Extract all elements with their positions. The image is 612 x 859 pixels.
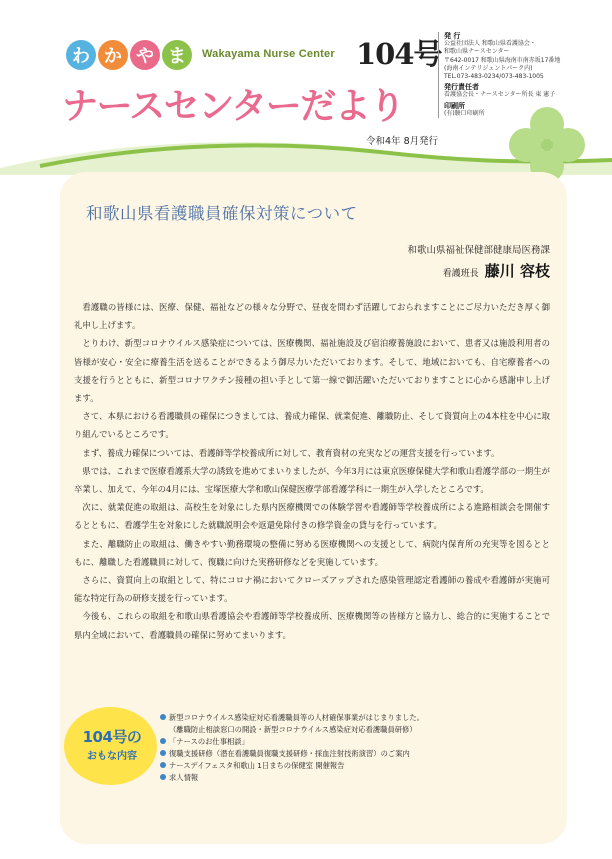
kana-circle-ka: か xyxy=(98,40,128,70)
paragraph: 今後も、これらの取組を和歌山県看護協会や看護師等学校養成所、医療機関等の皆様方と協力し、総合的に実施することで県内全域において、看護職員の確保に努めてまいります。 xyxy=(74,611,550,640)
paragraph: また、離職防止の取組は、働きやすい勤務環境の整備に努める医療機関への支援として、病院内保育所の充実等を図るとともに、離職した看護職員に対して、復職に向けた実務研修などを実施しています。 xyxy=(74,538,550,567)
publisher-line: 和歌山県ナースセンター xyxy=(444,48,510,56)
paragraph: まず、養成力確保については、看護師等学校養成所に対して、教育資材の充実などの運営支援を行っています。 xyxy=(82,447,500,458)
issue-date: 令和4年 8月発行 xyxy=(366,136,439,147)
bullet-icon xyxy=(160,750,166,756)
paragraph: さて、本県における看護職員の確保につきましては、養成力確保、就業促進、離職防止、そして資質向上の4本柱を中心に取り組んでいるところです。 xyxy=(74,411,550,440)
article-body xyxy=(74,298,550,644)
paragraph: さらに、資質向上の取組として、特にコロナ禍においてクローズアップされた感染管理認定看護師の養成や看護師が実施可能な特定行為の研修支援を行っています。 xyxy=(74,575,550,604)
publisher-heading: 発 行 xyxy=(444,32,461,40)
kana-logo xyxy=(66,40,192,70)
bullet-icon xyxy=(160,738,166,744)
bullet-icon xyxy=(160,774,166,780)
bullet-icon xyxy=(160,714,166,720)
contents-badge-number: 104号の xyxy=(82,728,142,746)
paragraph: 次に、就業促進の取組は、高校生を対象にした県内医療機関での体験学習や看護師等学校養成所による進路相談会を開催するとともに、看護学生を対象にした就職説明会や返還免除付きの修学資金の貸与を行っています。 xyxy=(74,502,550,531)
publisher-line: TEL.073-483-0234/073-483-1005 xyxy=(444,73,544,81)
english-name: Wakayama Nurse Center xyxy=(202,48,335,60)
contents-list xyxy=(160,712,560,784)
publisher-line: 公益社団法人 和歌山県看護協会・ xyxy=(444,40,536,48)
author-line xyxy=(443,260,550,281)
author-name: 藤川 容枝 xyxy=(484,262,550,280)
list-item: （離職防止相談窓口の開設・新型コロナウイルス感染症対応看護職員研修） xyxy=(169,725,417,734)
paragraph: 県では、これまで医療看護系大学の誘致を進めてまいりましたが、今年3月には東京医療保健大学和歌山看護学部の一期生が卒業し、加えて、今年の4月には、宝塚医療大学和歌山保健医療学部看護学科に一期生が入学したところです。 xyxy=(74,465,550,495)
editor-line: 看護協会長・ナースセンター所長 東 憲子 xyxy=(444,91,556,99)
list-item: 復職支援研修（潜在看護職員復職支援研修・採血注射技術演習）のご案内 xyxy=(160,748,560,760)
publisher-line: (海南インテリジェントパーク内) xyxy=(444,64,533,72)
paragraph: とりわけ、新型コロナウイルス感染症については、医療機関、福祉施設及び宿泊療養施設において、患者又は施設利用者の皆様が安心・安全に療養生活を送ることができるよう御尽力いただいております。そして、地域においても、自宅療養者への支援を行うとともに、新型コロナワクチン接種の担い手として第一線で御活躍いただいておりますことに心から感謝申し上げます。 xyxy=(74,338,550,404)
masthead xyxy=(0,0,612,175)
printer-heading: 印刷所 xyxy=(444,101,465,110)
list-item: 求人情報 xyxy=(160,772,560,784)
author-organization: 和歌山県福祉保健部健康局医務課 xyxy=(407,245,550,256)
printer-line: (有)駿口印刷所 xyxy=(444,109,485,117)
author-role: 看護班長 xyxy=(442,269,479,279)
list-item: 「ナースのお仕事相談」 xyxy=(160,736,560,748)
editor-heading: 発行責任者 xyxy=(444,83,479,92)
issue-number: 104号 xyxy=(356,37,442,71)
kana-circle-ya: や xyxy=(130,40,160,70)
article-title: 和歌山県看護職員確保対策について xyxy=(86,204,358,223)
kana-circle-ma: ま xyxy=(162,40,192,70)
paragraph: 看護職の皆様には、医療、保健、福祉などの様々な分野で、昼夜を問わず活躍しておられますことにご尽力いただき厚く御礼申し上げます。 xyxy=(74,302,550,331)
kana-circle-wa: わ xyxy=(66,40,96,70)
contents-badge-label: おもな内容 xyxy=(87,751,137,762)
newsletter-title: ナースセンターだより xyxy=(62,86,404,127)
list-item: 新型コロナウイルス感染症対応看護職員等の人材確保事業がはじまりました。 xyxy=(160,712,560,724)
bullet-icon xyxy=(160,762,166,768)
publisher-line: 〒642-0017 和歌山県海南市南赤坂17番地 xyxy=(444,56,561,64)
list-item: ナースデイフェスタ和歌山 1日まちの保健室 開催報告 xyxy=(160,760,560,772)
